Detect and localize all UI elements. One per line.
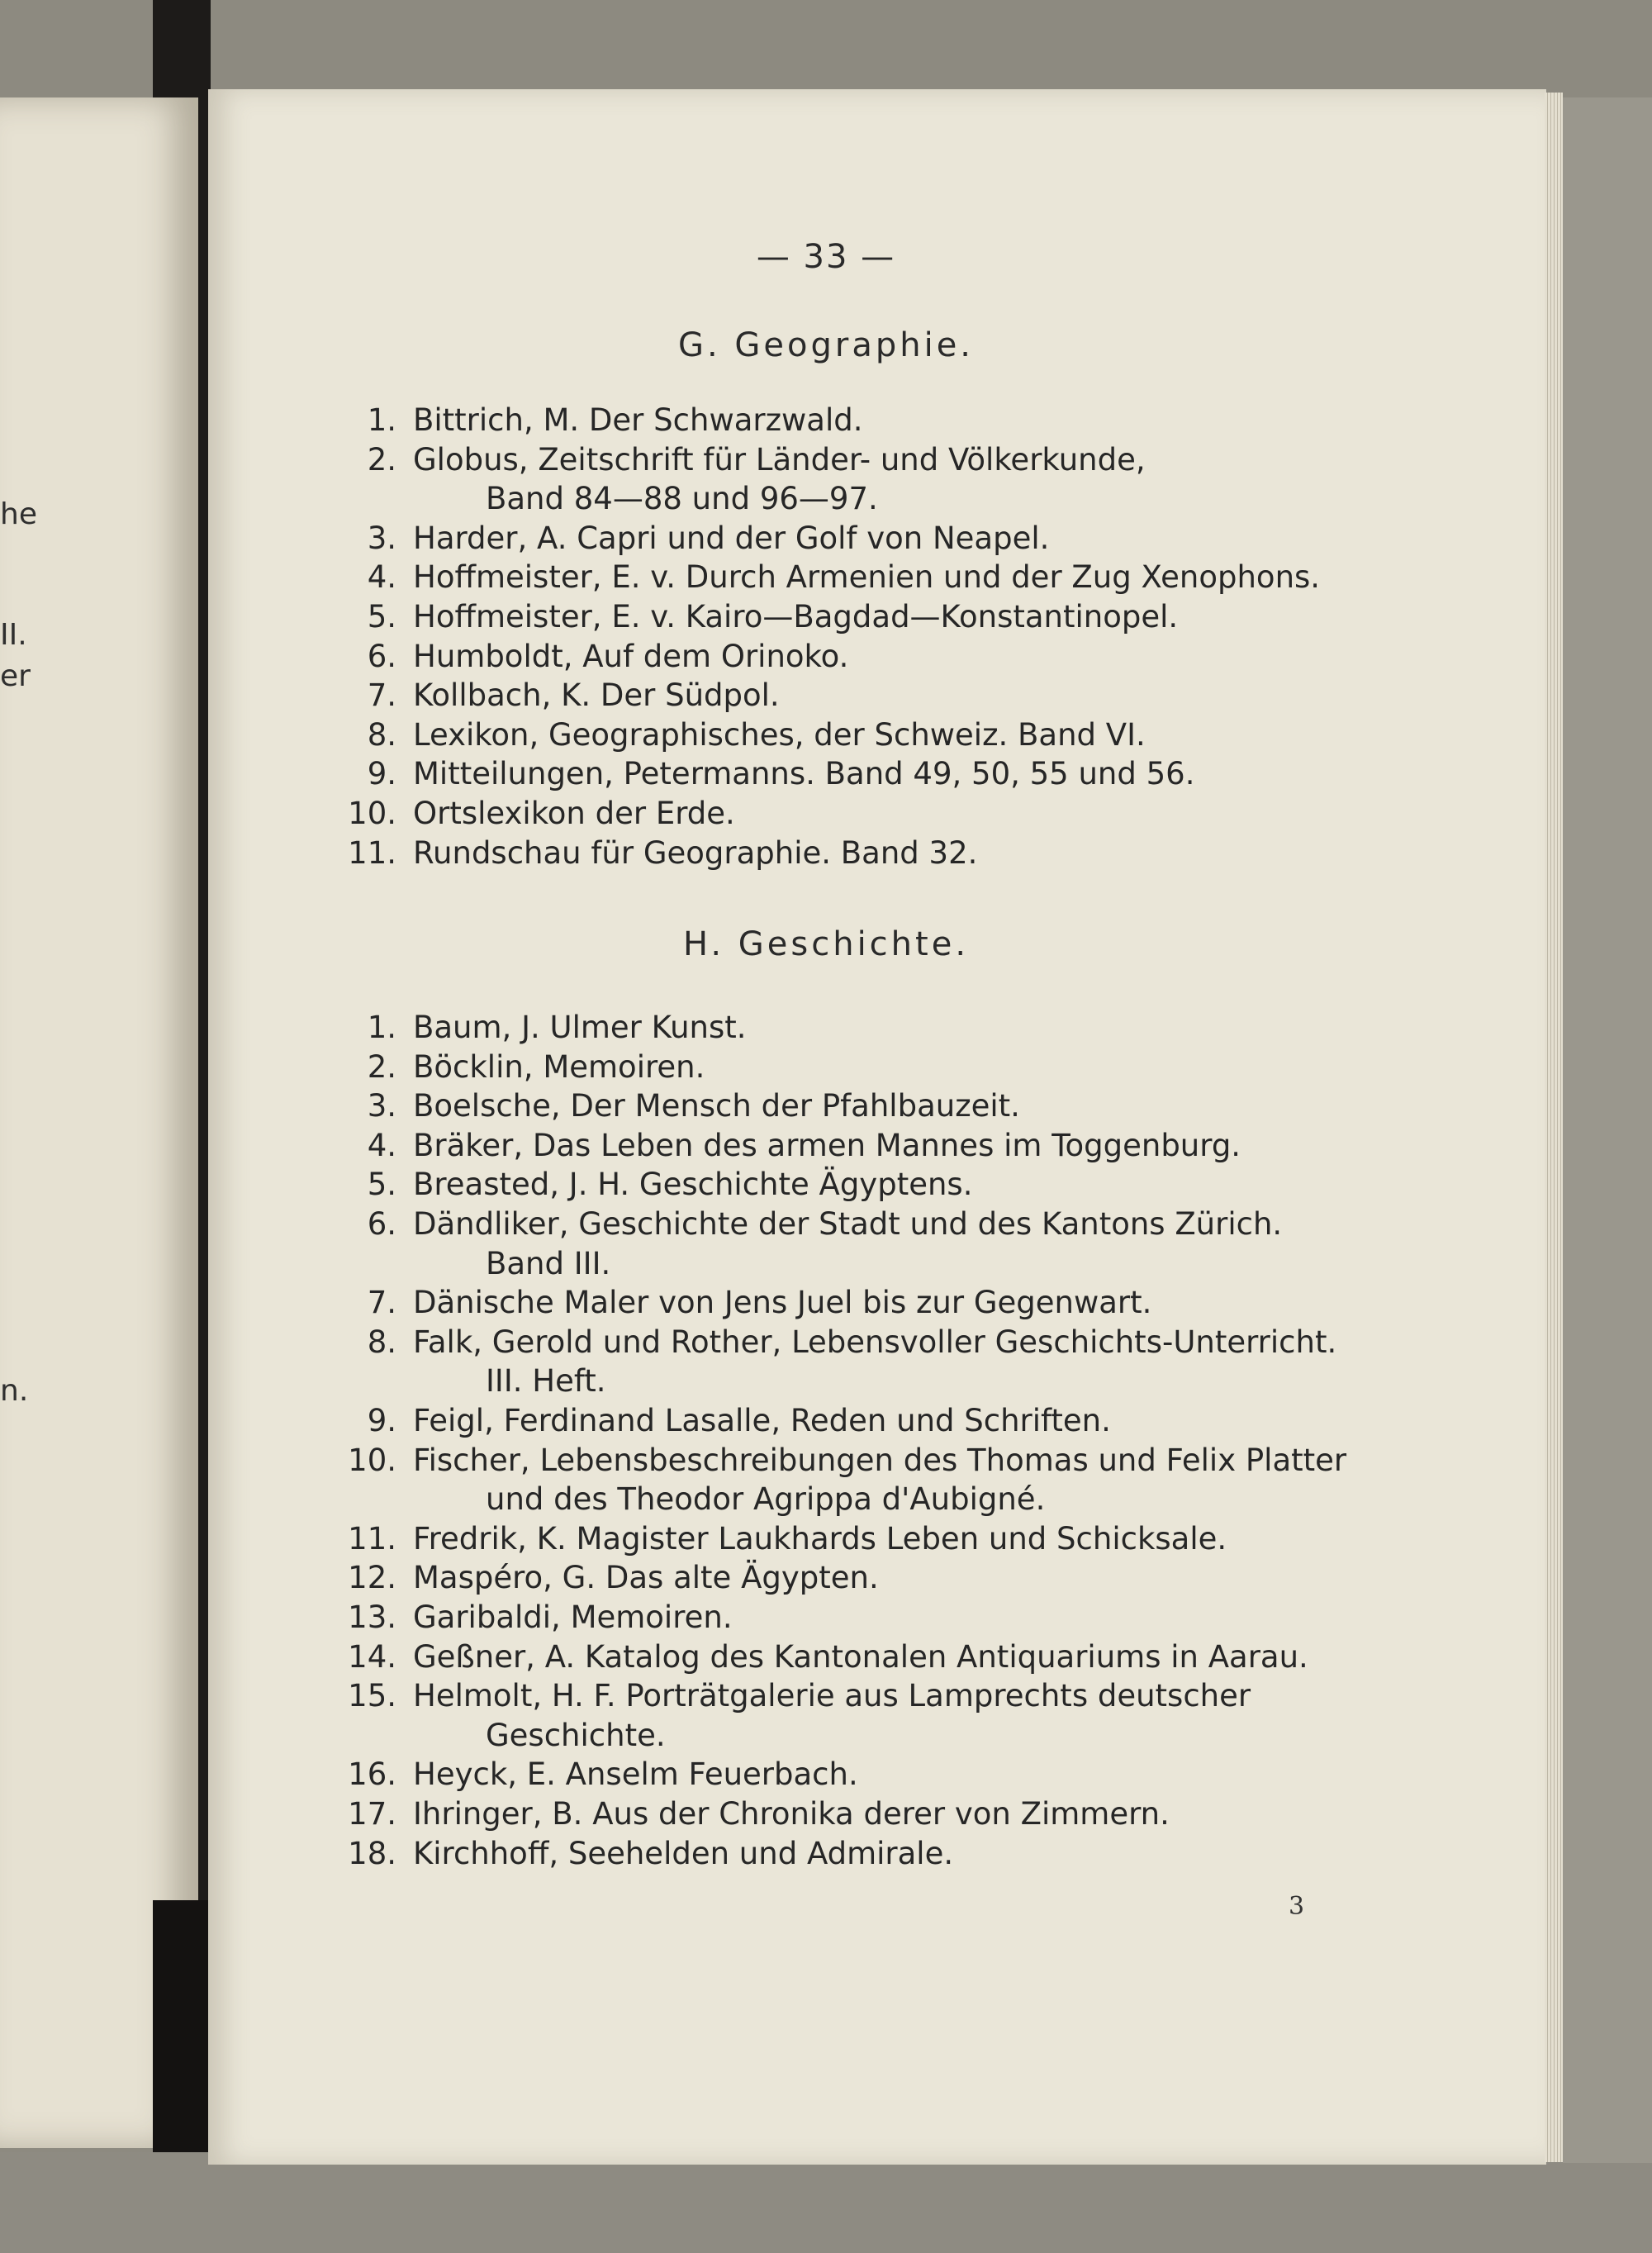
item-number: 4. xyxy=(367,559,396,596)
item-text: Breasted, J. H. Geschichte Ägyptens. xyxy=(413,1167,973,1203)
list-item-continuation xyxy=(0,1718,1652,1757)
item-number: 7. xyxy=(367,1285,396,1321)
item-text: Böcklin, Memoiren. xyxy=(413,1048,705,1085)
item-number: 1. xyxy=(367,402,396,438)
list-item xyxy=(0,1049,1652,1089)
list-item xyxy=(0,1403,1652,1443)
list-item xyxy=(0,1639,1652,1679)
list-item xyxy=(0,756,1652,796)
signature-mark: 3 xyxy=(1289,1892,1305,1921)
item-number: 3. xyxy=(367,520,396,556)
item-text: Feigl, Ferdinand Lasalle, Reden und Schriften. xyxy=(413,1403,1111,1438)
item-number: 3. xyxy=(367,1088,396,1124)
item-text: Garibaldi, Memoiren. xyxy=(413,1599,733,1635)
item-text: Humboldt, Auf dem Orinoko. xyxy=(413,638,849,674)
previous-page-fragment: er xyxy=(0,659,31,693)
item-text: Band 84—88 und 96—97. xyxy=(486,481,878,517)
list-item-continuation xyxy=(0,481,1652,520)
item-number: 17. xyxy=(348,1796,396,1832)
list-item xyxy=(0,677,1652,717)
list-item xyxy=(0,1010,1652,1049)
list-item xyxy=(0,1560,1652,1599)
item-text: Baum, J. Ulmer Kunst. xyxy=(413,1010,747,1045)
item-text: Mitteilungen, Petermanns. Band 49, 50, 55 und 56. xyxy=(413,756,1195,792)
list-item xyxy=(0,1128,1652,1167)
previous-page-fragment: he xyxy=(0,497,37,531)
item-number: 10. xyxy=(348,796,396,831)
item-text: Maspéro, G. Das alte Ägypten. xyxy=(413,1560,879,1596)
item-number: 7. xyxy=(367,677,396,714)
scan-background xyxy=(0,2152,1652,2253)
list-item-continuation xyxy=(0,1481,1652,1521)
item-text: Rundschau für Geographie. Band 32. xyxy=(413,834,978,871)
item-text: Boelsche, Der Mensch der Pfahlbauzeit. xyxy=(413,1088,1020,1124)
item-text: Dändliker, Geschichte der Stadt und des Kantons Zürich. xyxy=(413,1206,1283,1242)
list-item xyxy=(0,520,1652,560)
item-text: Hoffmeister, E. v. Kairo—Bagdad—Konstantinopel. xyxy=(413,599,1179,635)
item-number: 14. xyxy=(348,1638,396,1675)
list-item xyxy=(0,1088,1652,1128)
item-number: 6. xyxy=(367,638,396,674)
page-number: — 33 — xyxy=(756,238,896,276)
list-item xyxy=(0,639,1652,678)
list-item xyxy=(0,1796,1652,1836)
list-item xyxy=(0,1206,1652,1246)
item-number: 11. xyxy=(348,834,396,871)
item-number: 11. xyxy=(348,1520,396,1557)
list-item xyxy=(0,1443,1652,1482)
item-text: Kollbach, K. Der Südpol. xyxy=(413,677,780,714)
item-text: Bittrich, M. Der Schwarzwald. xyxy=(413,402,863,438)
item-text: Ortslexikon der Erde. xyxy=(413,796,735,831)
item-text: Globus, Zeitschrift für Länder- und Völkerkunde, xyxy=(413,441,1146,478)
item-number: 5. xyxy=(367,1167,396,1203)
item-text: Hoffmeister, E. v. Durch Armenien und der Zug Xenophons. xyxy=(413,559,1321,596)
item-number: 9. xyxy=(367,756,396,792)
item-number: 1. xyxy=(367,1010,396,1045)
list-item xyxy=(0,599,1652,639)
list-item xyxy=(0,1756,1652,1796)
item-number: 8. xyxy=(367,716,396,753)
item-number: 4. xyxy=(367,1127,396,1163)
item-text: und des Theodor Agrippa d'Aubigné. xyxy=(486,1481,1046,1518)
list-item-continuation xyxy=(0,1363,1652,1403)
section-title: H. Geschichte. xyxy=(682,925,970,963)
item-number: 10. xyxy=(348,1442,396,1478)
list-item xyxy=(0,1324,1652,1364)
item-number: 8. xyxy=(367,1324,396,1360)
list-item xyxy=(0,796,1652,835)
list-item xyxy=(0,559,1652,599)
item-text: Lexikon, Geographisches, der Schweiz. Band VI. xyxy=(413,716,1146,753)
item-number: 9. xyxy=(367,1403,396,1438)
item-text: Falk, Gerold und Rother, Lebensvoller Geschichts-Unterricht. xyxy=(413,1324,1337,1360)
list-item xyxy=(0,1836,1652,1875)
section-title: G. Geographie. xyxy=(677,326,975,364)
item-number: 2. xyxy=(367,1048,396,1085)
item-number: 13. xyxy=(348,1599,396,1635)
item-text: Heyck, E. Anselm Feuerbach. xyxy=(413,1756,858,1793)
item-text: Fredrik, K. Magister Laukhards Leben und Schicksale. xyxy=(413,1520,1227,1557)
item-text: III. Heft. xyxy=(486,1363,606,1400)
list-item xyxy=(0,717,1652,757)
item-text: Ihringer, B. Aus der Chronika derer von Zimmern. xyxy=(413,1796,1170,1832)
item-number: 6. xyxy=(367,1206,396,1242)
list-item xyxy=(0,835,1652,875)
item-number: 2. xyxy=(367,441,396,478)
item-text: Band III. xyxy=(486,1245,611,1281)
item-text: Geschichte. xyxy=(486,1717,666,1753)
list-item xyxy=(0,1678,1652,1718)
list-item-continuation xyxy=(0,1246,1652,1286)
item-text: Kirchhoff, Seehelden und Admirale. xyxy=(413,1835,954,1871)
item-text: Dänische Maler von Jens Juel bis zur Gegenwart. xyxy=(413,1285,1152,1321)
item-text: Geßner, A. Katalog des Kantonalen Antiquariums in Aarau. xyxy=(413,1638,1308,1675)
item-text: Harder, A. Capri und der Golf von Neapel. xyxy=(413,520,1050,556)
list-item xyxy=(0,1285,1652,1324)
item-number: 16. xyxy=(348,1756,396,1793)
list-item xyxy=(0,1167,1652,1206)
list-item xyxy=(0,1599,1652,1639)
item-text: Bräker, Das Leben des armen Mannes im Toggenburg. xyxy=(413,1127,1241,1163)
item-number: 18. xyxy=(348,1835,396,1871)
list-item xyxy=(0,442,1652,482)
item-text: Helmolt, H. F. Porträtgalerie aus Lamprechts deutscher xyxy=(413,1678,1251,1714)
list-item xyxy=(0,402,1652,442)
previous-page-fragment: n. xyxy=(0,1374,29,1408)
item-text: Fischer, Lebensbeschreibungen des Thomas und Felix Platter xyxy=(413,1442,1347,1478)
item-number: 12. xyxy=(348,1560,396,1596)
item-number: 15. xyxy=(348,1678,396,1714)
list-item xyxy=(0,1521,1652,1561)
item-number: 5. xyxy=(367,599,396,635)
previous-page-fragment: II. xyxy=(0,618,27,652)
